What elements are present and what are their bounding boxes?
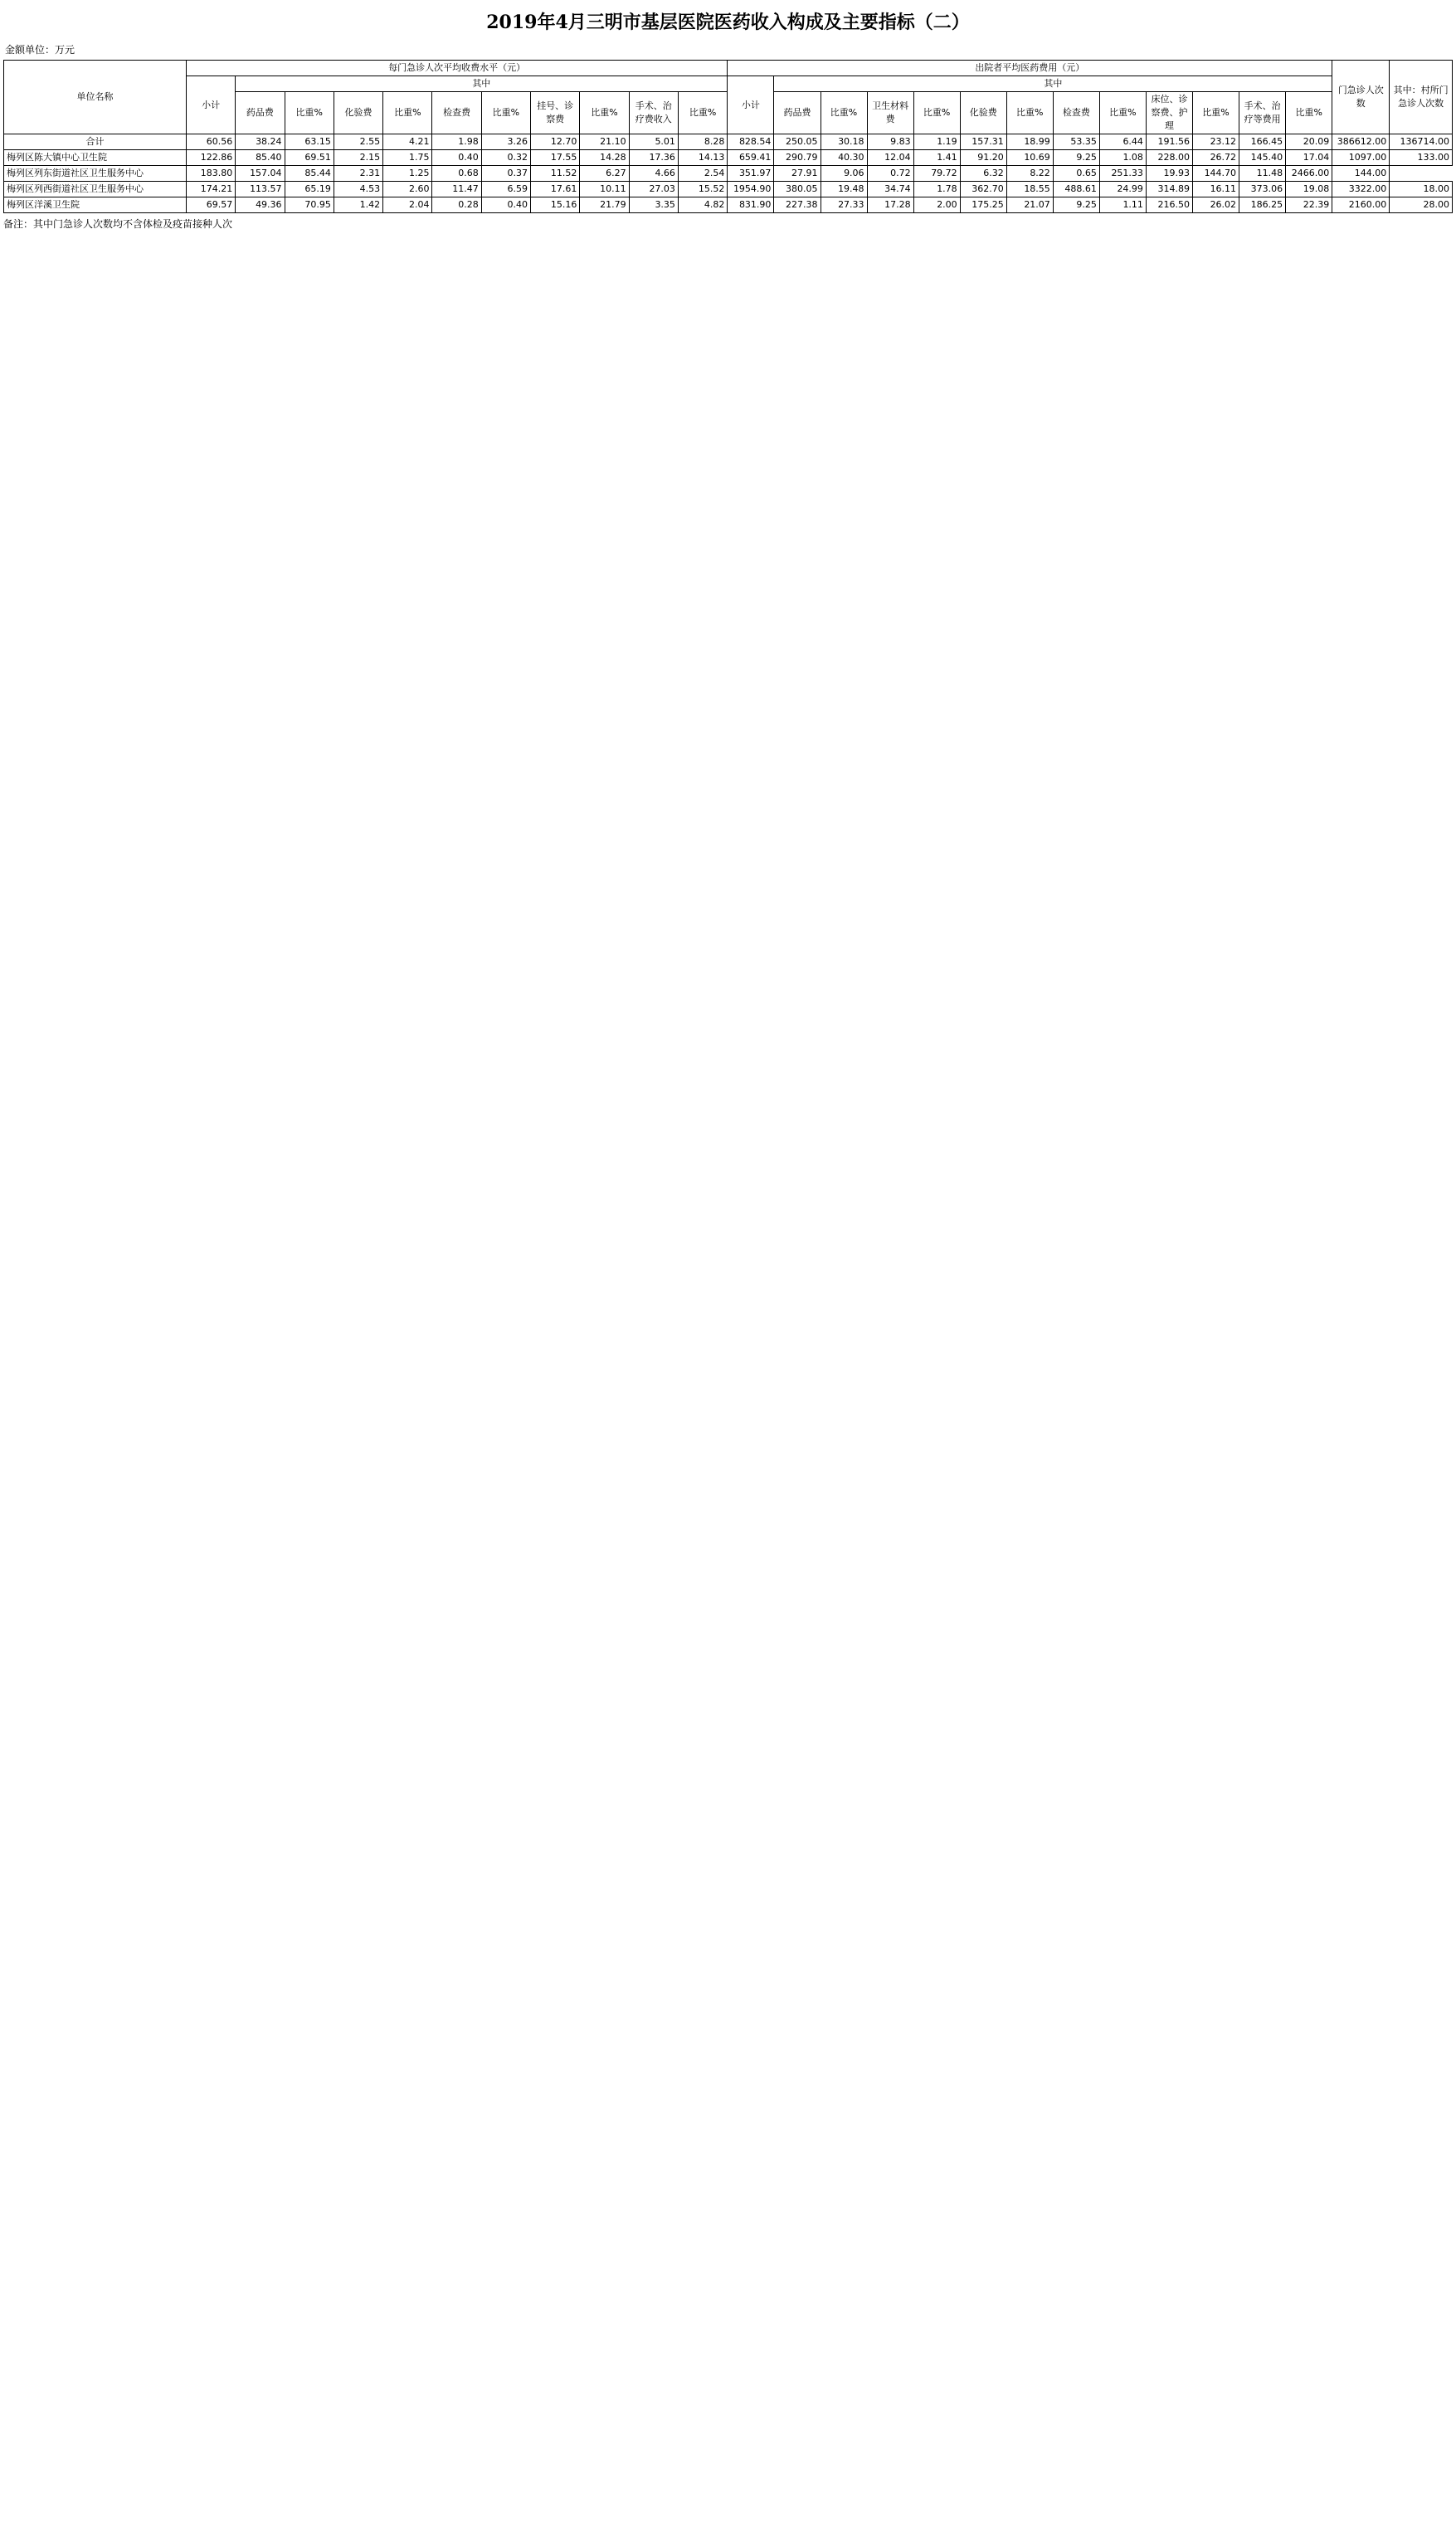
value-cell: 85.44 [285, 166, 334, 182]
value-cell: 3322.00 [1332, 182, 1390, 197]
value-cell: 19.93 [1146, 166, 1192, 182]
header-ip-exam-ratio: 比重% [1099, 92, 1146, 134]
value-cell: 831.90 [728, 197, 774, 213]
value-cell: 145.40 [1239, 150, 1286, 166]
value-cell: 362.70 [960, 182, 1006, 197]
value-cell: 63.15 [285, 134, 334, 150]
value-cell: 251.33 [1099, 166, 1146, 182]
value-cell: 0.40 [481, 197, 530, 213]
value-cell: 2.55 [334, 134, 382, 150]
value-cell: 228.00 [1146, 150, 1192, 166]
value-cell: 3.35 [629, 197, 678, 213]
value-cell: 380.05 [774, 182, 821, 197]
header-ip-drug-ratio: 比重% [821, 92, 867, 134]
value-cell: 17.55 [531, 150, 580, 166]
org-name-cell: 梅列区陈大镇中心卫生院 [4, 150, 187, 166]
value-cell: 15.52 [678, 182, 727, 197]
value-cell: 27.33 [821, 197, 867, 213]
value-cell: 11.48 [1239, 166, 1286, 182]
report-title: 2019年4月三明市基层医院医药收入构成及主要指标（二） [486, 12, 970, 33]
value-cell: 386612.00 [1332, 134, 1390, 150]
value-cell: 14.28 [580, 150, 629, 166]
value-cell: 659.41 [728, 150, 774, 166]
value-cell: 79.72 [913, 166, 960, 182]
org-name-cell: 梅列区列东街道社区卫生服务中心 [4, 166, 187, 182]
value-cell: 157.04 [236, 166, 285, 182]
value-cell: 70.95 [285, 197, 334, 213]
value-cell: 26.02 [1193, 197, 1239, 213]
table-body [4, 134, 1453, 213]
header-ip-subtotal: 小计 [728, 76, 774, 134]
total-row [4, 134, 1453, 150]
header-ip-bed-nursing: 床位、诊察费、护理 [1146, 92, 1192, 134]
value-cell: 5.01 [629, 134, 678, 150]
value-cell: 8.22 [1006, 166, 1053, 182]
value-cell: 20.09 [1286, 134, 1332, 150]
header-visits: 门急诊人次数 [1332, 61, 1390, 134]
value-cell: 314.89 [1146, 182, 1192, 197]
value-cell: 1.11 [1099, 197, 1146, 213]
header-op-surgery-ratio: 比重% [678, 92, 727, 134]
value-cell: 21.10 [580, 134, 629, 150]
value-cell: 11.47 [432, 182, 481, 197]
value-cell: 91.20 [960, 150, 1006, 166]
value-cell: 22.39 [1286, 197, 1332, 213]
value-cell: 1.41 [913, 150, 960, 166]
value-cell: 122.86 [186, 150, 235, 166]
value-cell: 0.68 [432, 166, 481, 182]
value-cell: 186.25 [1239, 197, 1286, 213]
value-cell: 9.25 [1053, 150, 1099, 166]
value-cell: 38.24 [236, 134, 285, 150]
header-op-drug: 药品费 [236, 92, 285, 134]
indicator-table [3, 60, 1453, 213]
header-op-registration-ratio: 比重% [580, 92, 629, 134]
header-village-visits: 其中：村所门急诊人次数 [1390, 61, 1453, 134]
value-cell: 216.50 [1146, 197, 1192, 213]
value-cell: 9.25 [1053, 197, 1099, 213]
value-cell: 23.12 [1193, 134, 1239, 150]
header-op-exam-ratio: 比重% [481, 92, 530, 134]
value-cell: 2.60 [383, 182, 432, 197]
header-ip-lab: 化验费 [960, 92, 1006, 134]
value-cell: 136714.00 [1390, 134, 1453, 150]
value-cell: 12.04 [867, 150, 913, 166]
value-cell: 174.21 [186, 182, 235, 197]
header-ip-surgery-treatment-ratio: 比重% [1286, 92, 1332, 134]
table-row [4, 182, 1453, 197]
header-ip-drug: 药品费 [774, 92, 821, 134]
value-cell: 1.98 [432, 134, 481, 150]
value-cell: 18.99 [1006, 134, 1053, 150]
header-ip-lab-ratio: 比重% [1006, 92, 1053, 134]
header-op-drug-ratio: 比重% [285, 92, 334, 134]
org-name-cell: 梅列区洋溪卫生院 [4, 197, 187, 213]
value-cell: 11.52 [531, 166, 580, 182]
value-cell: 85.40 [236, 150, 285, 166]
value-cell: 10.69 [1006, 150, 1053, 166]
value-cell: 30.18 [821, 134, 867, 150]
value-cell: 18.00 [1390, 182, 1453, 197]
header-ip-surgery-treatment: 手术、治疗等费用 [1239, 92, 1286, 134]
header-ip-bed-nursing-ratio: 比重% [1193, 92, 1239, 134]
value-cell: 4.66 [629, 166, 678, 182]
header-inpatient-group: 出院者平均医药费用（元） [728, 61, 1332, 76]
value-cell: 17.04 [1286, 150, 1332, 166]
value-cell: 27.03 [629, 182, 678, 197]
header-ip-among: 其中 [774, 76, 1332, 92]
value-cell: 65.19 [285, 182, 334, 197]
value-cell: 24.99 [1099, 182, 1146, 197]
header-op-lab: 化验费 [334, 92, 382, 134]
header-op-exam: 检查费 [432, 92, 481, 134]
value-cell: 113.57 [236, 182, 285, 197]
value-cell: 2.04 [383, 197, 432, 213]
value-cell: 1.08 [1099, 150, 1146, 166]
value-cell: 17.36 [629, 150, 678, 166]
header-op-lab-ratio: 比重% [383, 92, 432, 134]
value-cell: 0.37 [481, 166, 530, 182]
value-cell: 26.72 [1193, 150, 1239, 166]
value-cell: 2.00 [913, 197, 960, 213]
value-cell: 0.65 [1053, 166, 1099, 182]
footnote: 备注：其中门急诊人次数均不含体检及疫苗接种人次 [3, 218, 233, 230]
value-cell: 183.80 [186, 166, 235, 182]
value-cell: 12.70 [531, 134, 580, 150]
value-cell: 14.13 [678, 150, 727, 166]
value-cell: 0.28 [432, 197, 481, 213]
value-cell: 16.11 [1193, 182, 1239, 197]
value-cell: 144.70 [1193, 166, 1239, 182]
value-cell: 1954.90 [728, 182, 774, 197]
value-cell: 133.00 [1390, 150, 1453, 166]
value-cell: 21.79 [580, 197, 629, 213]
report-page [0, 0, 1456, 236]
value-cell: 1.42 [334, 197, 382, 213]
org-name-cell: 梅列区列西街道社区卫生服务中心 [4, 182, 187, 197]
value-cell: 60.56 [186, 134, 235, 150]
value-cell: 4.82 [678, 197, 727, 213]
value-cell: 9.06 [821, 166, 867, 182]
header-ip-exam: 检查费 [1053, 92, 1099, 134]
header-ip-material: 卫生材料费 [867, 92, 913, 134]
value-cell: 10.11 [580, 182, 629, 197]
value-cell: 1.19 [913, 134, 960, 150]
table-row [4, 150, 1453, 166]
value-cell: 191.56 [1146, 134, 1192, 150]
header-op-subtotal: 小计 [186, 76, 235, 134]
value-cell: 28.00 [1390, 197, 1453, 213]
header-op-among: 其中 [236, 76, 728, 92]
value-cell: 0.40 [432, 150, 481, 166]
value-cell: 351.97 [728, 166, 774, 182]
org-name-cell: 合计 [4, 134, 187, 150]
value-cell: 4.21 [383, 134, 432, 150]
value-cell: 2.54 [678, 166, 727, 182]
value-cell: 166.45 [1239, 134, 1286, 150]
value-cell: 40.30 [821, 150, 867, 166]
value-cell: 69.51 [285, 150, 334, 166]
value-cell: 17.61 [531, 182, 580, 197]
value-cell: 18.55 [1006, 182, 1053, 197]
table-row [4, 197, 1453, 213]
value-cell: 0.32 [481, 150, 530, 166]
value-cell: 9.83 [867, 134, 913, 150]
value-cell: 17.28 [867, 197, 913, 213]
value-cell: 6.44 [1099, 134, 1146, 150]
value-cell: 373.06 [1239, 182, 1286, 197]
value-cell: 1.25 [383, 166, 432, 182]
value-cell: 19.48 [821, 182, 867, 197]
value-cell: 53.35 [1053, 134, 1099, 150]
table-row [4, 166, 1453, 182]
unit-note: 金额单位：万元 [5, 44, 75, 56]
value-cell: 1.78 [913, 182, 960, 197]
header-org: 单位名称 [4, 61, 187, 134]
value-cell: 2160.00 [1332, 197, 1390, 213]
value-cell: 0.72 [867, 166, 913, 182]
value-cell: 250.05 [774, 134, 821, 150]
value-cell: 49.36 [236, 197, 285, 213]
value-cell: 27.91 [774, 166, 821, 182]
value-cell: 21.07 [1006, 197, 1053, 213]
value-cell: 828.54 [728, 134, 774, 150]
value-cell: 6.32 [960, 166, 1006, 182]
value-cell: 227.38 [774, 197, 821, 213]
header-outpatient-group: 每门急诊人次平均收费水平（元） [186, 61, 727, 76]
header-op-surgery: 手术、治疗费收入 [629, 92, 678, 134]
value-cell: 2.15 [334, 150, 382, 166]
table-header [4, 61, 1453, 134]
value-cell: 34.74 [867, 182, 913, 197]
value-cell: 69.57 [186, 197, 235, 213]
value-cell: 175.25 [960, 197, 1006, 213]
value-cell: 15.16 [531, 197, 580, 213]
header-op-registration: 挂号、诊察费 [531, 92, 580, 134]
value-cell: 157.31 [960, 134, 1006, 150]
value-cell: 8.28 [678, 134, 727, 150]
value-cell: 6.59 [481, 182, 530, 197]
value-cell: 6.27 [580, 166, 629, 182]
value-cell: 4.53 [334, 182, 382, 197]
value-cell: 144.00 [1332, 166, 1390, 182]
value-cell: 488.61 [1053, 182, 1099, 197]
header-ip-material-ratio: 比重% [913, 92, 960, 134]
value-cell: 1097.00 [1332, 150, 1390, 166]
value-cell: 19.08 [1286, 182, 1332, 197]
value-cell: 2466.00 [1286, 166, 1332, 182]
value-cell: 1.75 [383, 150, 432, 166]
value-cell: 290.79 [774, 150, 821, 166]
value-cell: 3.26 [481, 134, 530, 150]
value-cell: 2.31 [334, 166, 382, 182]
